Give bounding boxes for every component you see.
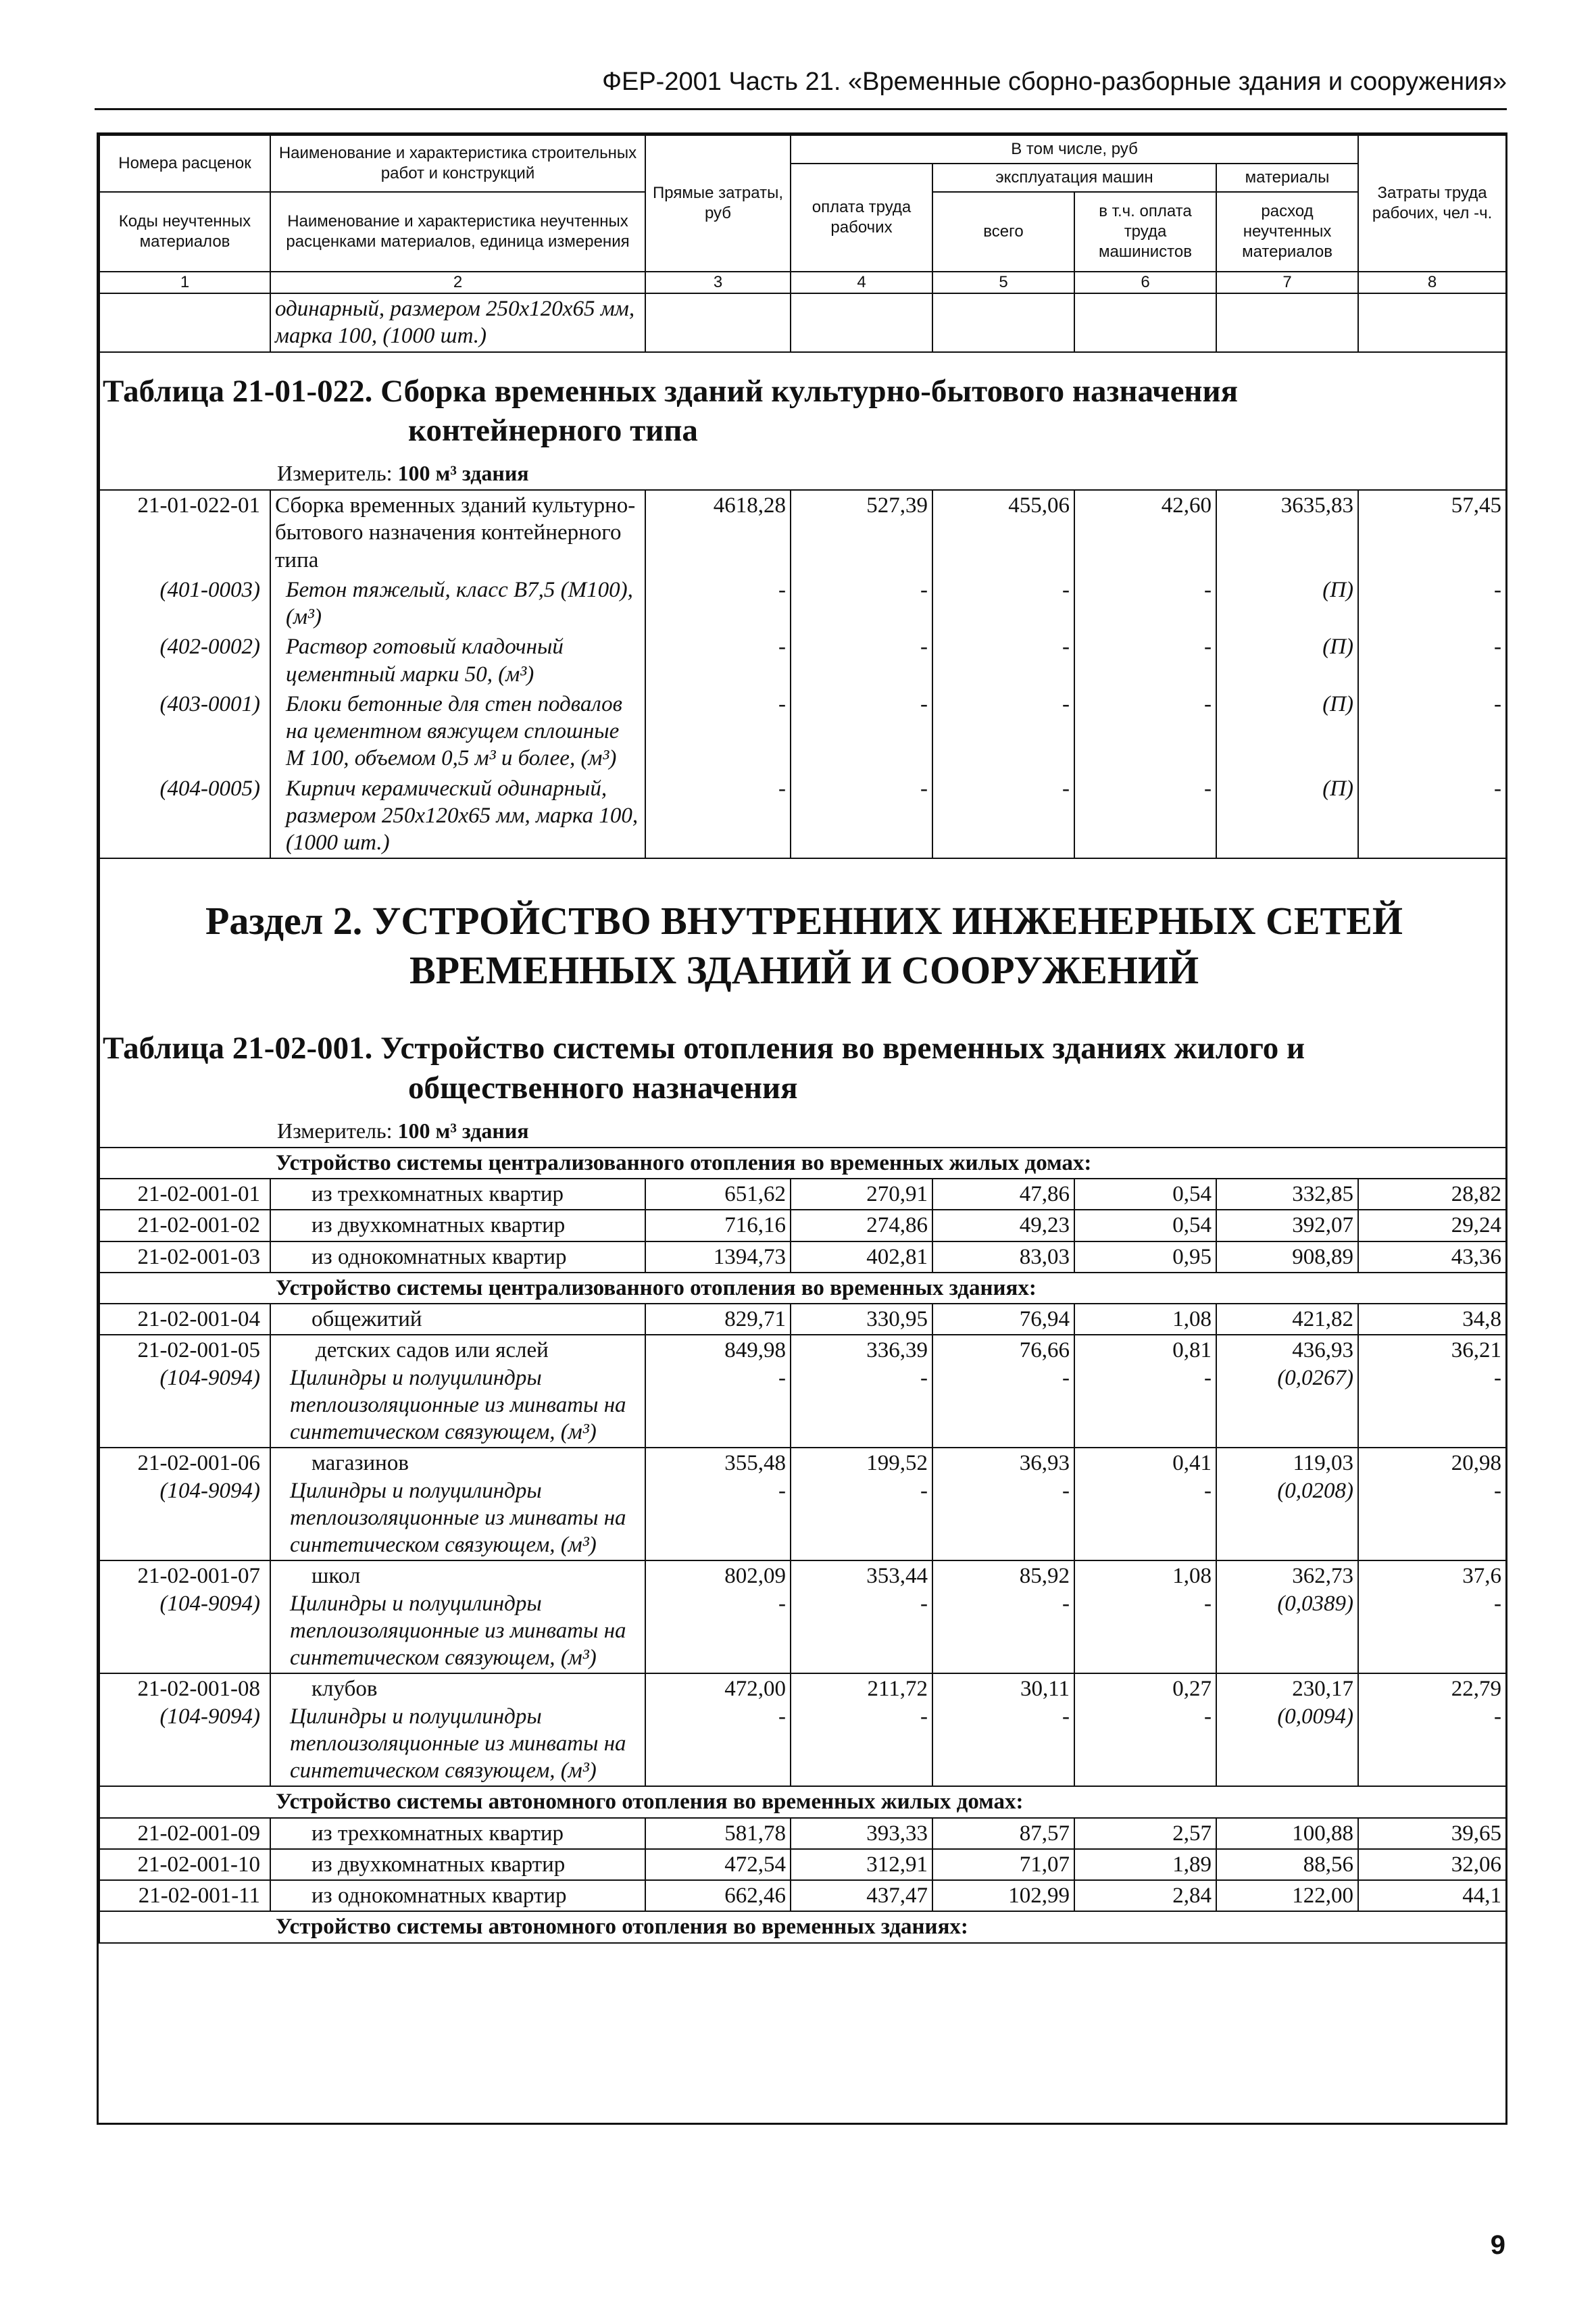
header-material-names: Наименование и характеристика неучтенных расценками материалов, единица измерения bbox=[270, 192, 645, 272]
table-row: 21-02-001-01 из трехкомнатных квартир 651,62 270,91 47,86 0,54 332,85 28,82 bbox=[99, 1179, 1506, 1210]
table-title-21-02-001: Таблица 21-02-001. Устройство системы отопления во временных зданиях жилого и общественного назначения bbox=[103, 1031, 1305, 1106]
table2-measure: Измеритель: 100 м³ здания bbox=[277, 1118, 529, 1143]
page-number: 9 bbox=[1490, 2230, 1505, 2260]
column-number: 6 bbox=[1074, 272, 1216, 293]
header-machines-total: всего bbox=[932, 192, 1074, 272]
header-machinist-pay: в т.ч. оплата труда машинистов bbox=[1074, 192, 1216, 272]
table-row: 21-02-001-04 общежитий 829,71 330,95 76,94 1,08 421,82 34,8 bbox=[99, 1304, 1506, 1335]
column-number: 3 bbox=[645, 272, 791, 293]
header-direct-costs: Прямые затраты, руб bbox=[645, 135, 791, 272]
header-including: В том числе, руб bbox=[791, 135, 1358, 164]
section-title: Раздел 2. УСТРОЙСТВО ВНУТРЕННИХ ИНЖЕНЕРНЫХ СЕТЕЙ ВРЕМЕННЫХ ЗДАНИЙ И СООРУЖЕНИЙ bbox=[205, 899, 1403, 992]
column-number: 1 bbox=[99, 272, 270, 293]
category-row: Устройство системы централизованного отопления во временных зданиях: bbox=[99, 1273, 1506, 1304]
column-number: 8 bbox=[1358, 272, 1506, 293]
column-number: 5 bbox=[932, 272, 1074, 293]
header-worker-pay: оплата труда рабочих bbox=[791, 164, 932, 272]
table-row: 21-02-001-08 (104-9094) клубов Цилиндры и полуцилиндры теплоизоляционные из минваты на синтетическом связующем, (м³) 472,00 - 211,72 - 30,11 - 0,27 - 230,17 (0,0094) 22,79 - bbox=[99, 1673, 1506, 1786]
column-number: 4 bbox=[791, 272, 932, 293]
table-row: (401-0003) Бетон тяжелый, класс В7,5 (М100), (м³) - - - - (П) - bbox=[99, 575, 1506, 633]
table-row: 21-01-022-01 Сборка временных зданий культурно-бытового назначения контейнерного типа 4618,28 527,39 455,06 42,60 3635,83 57,45 bbox=[99, 490, 1506, 575]
running-header: ФЕР-2001 Часть 21. «Временные сборно-разборные здания и сооружения» bbox=[602, 68, 1507, 96]
table-row: 21-02-001-03 из однокомнатных квартир 1394,73 402,81 83,03 0,95 908,89 43,36 bbox=[99, 1241, 1506, 1273]
table-row bbox=[99, 293, 1506, 352]
table-row: 21-02-001-06 (104-9094) магазинов Цилиндры и полуцилиндры теплоизоляционные из минваты на синтетическом связующем, (м³) 355,48 - 199,52 - 36,93 - 0,41 - 119,03 (0,0208) 20,98 - bbox=[99, 1448, 1506, 1560]
category-row: Устройство системы автономного отопления во временных зданиях: bbox=[99, 1911, 1506, 1942]
table-row: (403-0001) Блоки бетонные для стен подвалов на цементном вяжущем сплошные М 100, объемом 0,5 м³ и более, (м³) - - - - (П) - bbox=[99, 689, 1506, 774]
table-row: (402-0002) Раствор готовый кладочный цементный марки 50, (м³) - - - - (П) - bbox=[99, 632, 1506, 689]
table-row: 21-02-001-10 из двухкомнатных квартир 472,54 312,91 71,07 1,89 88,56 32,06 bbox=[99, 1849, 1506, 1880]
table-row: 21-02-001-09 из трехкомнатных квартир 581,78 393,33 87,57 2,57 100,88 39,65 bbox=[99, 1818, 1506, 1849]
carryover-name: одинарный, размером 250х120х65 мм, марка 100, (1000 шт.) bbox=[270, 293, 645, 352]
header-materials: материалы bbox=[1216, 164, 1358, 192]
table-row: 21-02-001-05 (104-9094) детских садов или яслей Цилиндры и полуцилиндры теплоизоляционные из минваты на синтетическом связующем, (м³) 849,98 - 336,39 - 76,66 - 0,81 - 436,93 (0,0267) 36,21 - bbox=[99, 1335, 1506, 1448]
category-row: Устройство системы автономного отопления во временных жилых домах: bbox=[99, 1786, 1506, 1817]
table-row: 21-02-001-07 (104-9094) школ Цилиндры и полуцилиндры теплоизоляционные из минваты на синтетическом связующем, (м³) 802,09 - 353,44 - 85,92 - 1,08 - 362,73 (0,0389) 37,6 - bbox=[99, 1560, 1506, 1673]
table-row: 21-02-001-02 из двухкомнатных квартир 716,16 274,86 49,23 0,54 392,07 29,24 bbox=[99, 1210, 1506, 1241]
header-rule bbox=[95, 108, 1507, 110]
header-rates-numbers: Номера расценок bbox=[99, 135, 270, 192]
rates-table bbox=[99, 134, 1507, 1944]
table-title-21-01-022: Таблица 21-01-022. Сборка временных зданий культурно-бытового назначения контейнерного типа bbox=[103, 373, 1239, 449]
table-row: (404-0005) Кирпич керамический одинарный, размером 250х120х65 мм, марка 100, (1000 шт.) - - - - (П) - bbox=[99, 774, 1506, 859]
table-row: 21-02-001-11 из однокомнатных квартир 662,46 437,47 102,99 2,84 122,00 44,1 bbox=[99, 1880, 1506, 1911]
table1-measure: Измеритель: 100 м³ здания bbox=[277, 461, 529, 485]
header-labor-costs: Затраты труда рабочих, чел -ч. bbox=[1358, 135, 1506, 272]
column-number: 7 bbox=[1216, 272, 1358, 293]
header-material-codes: Коды неучтенных материалов bbox=[99, 192, 270, 272]
page-frame bbox=[97, 132, 1507, 2125]
category-row: Устройство системы централизованного отопления во временных жилых домах: bbox=[99, 1148, 1506, 1179]
column-number: 2 bbox=[270, 272, 645, 293]
header-machines: эксплуатация машин bbox=[932, 164, 1216, 192]
header-work-name: Наименование и характеристика строительных работ и конструкций bbox=[270, 135, 645, 192]
header-unaccounted-materials: расход неучтенных материалов bbox=[1216, 192, 1358, 272]
